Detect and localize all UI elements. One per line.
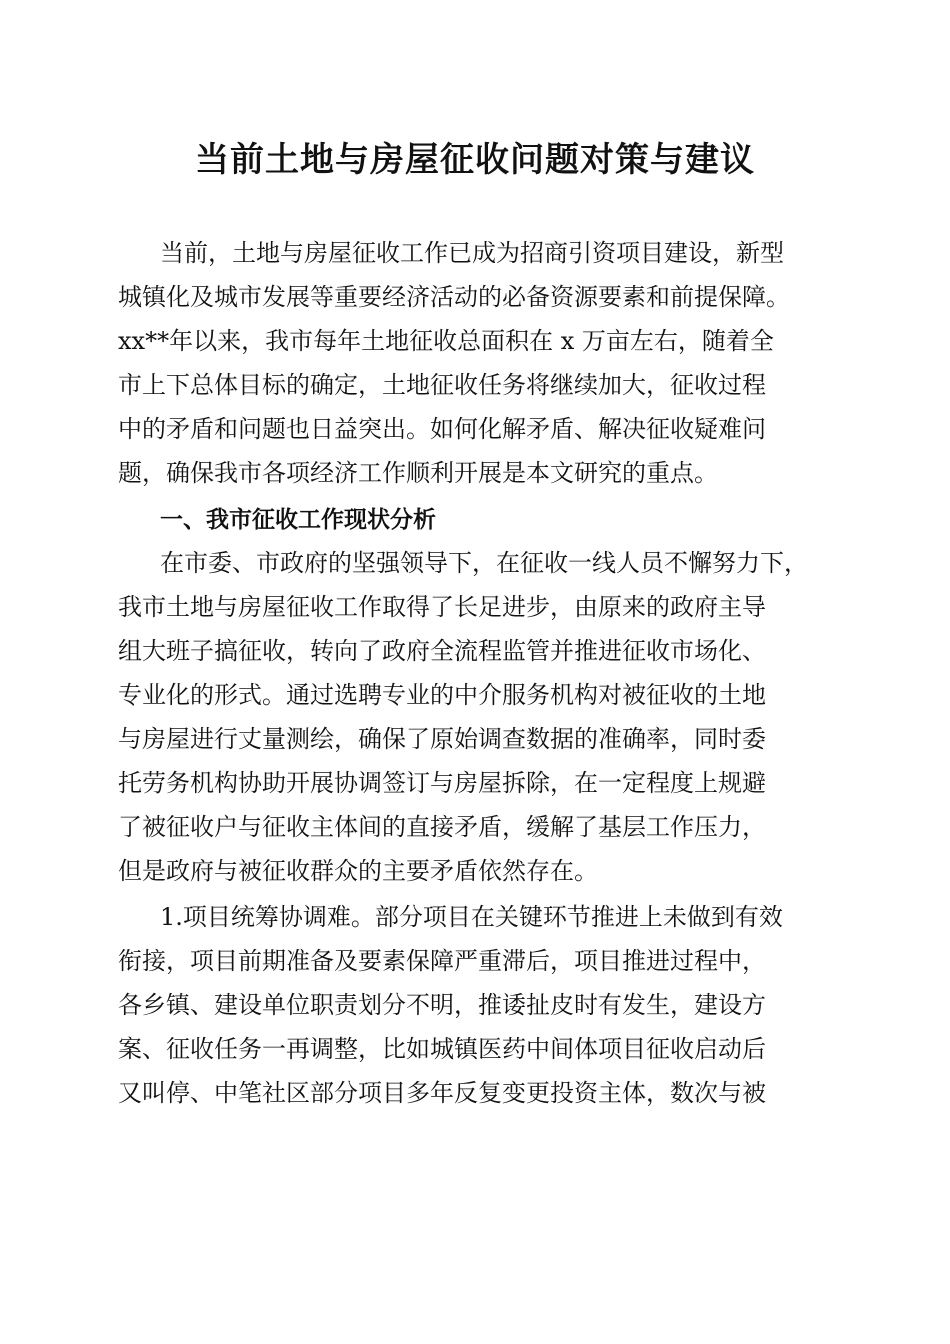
paragraph-line: 但是政府与被征收群众的主要矛盾依然存在。: [118, 857, 598, 885]
paragraph-line: 衔接，项目前期准备及要素保障严重滞后，项目推进过程中，: [118, 947, 766, 975]
paragraph-line: 又叫停、中笔社区部分项目多年反复变更投资主体，数次与被: [118, 1079, 766, 1107]
paragraph-line: 中的矛盾和问题也日益突出。如何化解矛盾、解决征收疑难问: [118, 415, 766, 443]
paragraph-line: 了被征收户与征收主体间的直接矛盾，缓解了基层工作压力，: [118, 813, 766, 841]
paragraph-line: 专业化的形式。通过选聘专业的中介服务机构对被征收的土地: [118, 681, 766, 709]
paragraph-line: 在市委、市政府的坚强领导下，在征收一线人员不懈努力下，: [160, 549, 808, 577]
paragraph-line: 市上下总体目标的确定，土地征收任务将继续加大，征收过程: [118, 371, 766, 399]
paragraph-line: 题，确保我市各项经济工作顺利开展是本文研究的重点。: [118, 459, 718, 487]
document-title: 当前土地与房屋征收问题对策与建议: [195, 140, 755, 180]
paragraph-line: 城镇化及城市发展等重要经济活动的必备资源要素和前提保障。: [118, 283, 790, 311]
paragraph-line: 各乡镇、建设单位职责划分不明，推诿扯皮时有发生，建设方: [118, 991, 766, 1019]
paragraph-line: 案、征收任务一再调整，比如城镇医药中间体项目征收启动后: [118, 1035, 766, 1063]
paragraph-line: 当前，土地与房屋征收工作已成为招商引资项目建设，新型: [160, 239, 784, 267]
list-item-line: 1.项目统筹协调难。部分项目在关键环节推进上未做到有效: [160, 903, 783, 931]
paragraph-line: 我市土地与房屋征收工作取得了长足进步，由原来的政府主导: [118, 593, 766, 621]
paragraph-line: 托劳务机构协助开展协调签订与房屋拆除，在一定程度上规避: [118, 769, 766, 797]
paragraph-line: 组大班子搞征收，转向了政府全流程监管并推进征收市场化、: [118, 637, 766, 665]
paragraph-line: 与房屋进行丈量测绘，确保了原始调查数据的准确率，同时委: [118, 725, 766, 753]
paragraph-line: xx**年以来，我市每年土地征收总面积在 x 万亩左右，随着全: [118, 327, 774, 355]
section-heading: 一、我市征收工作现状分析: [160, 507, 436, 533]
